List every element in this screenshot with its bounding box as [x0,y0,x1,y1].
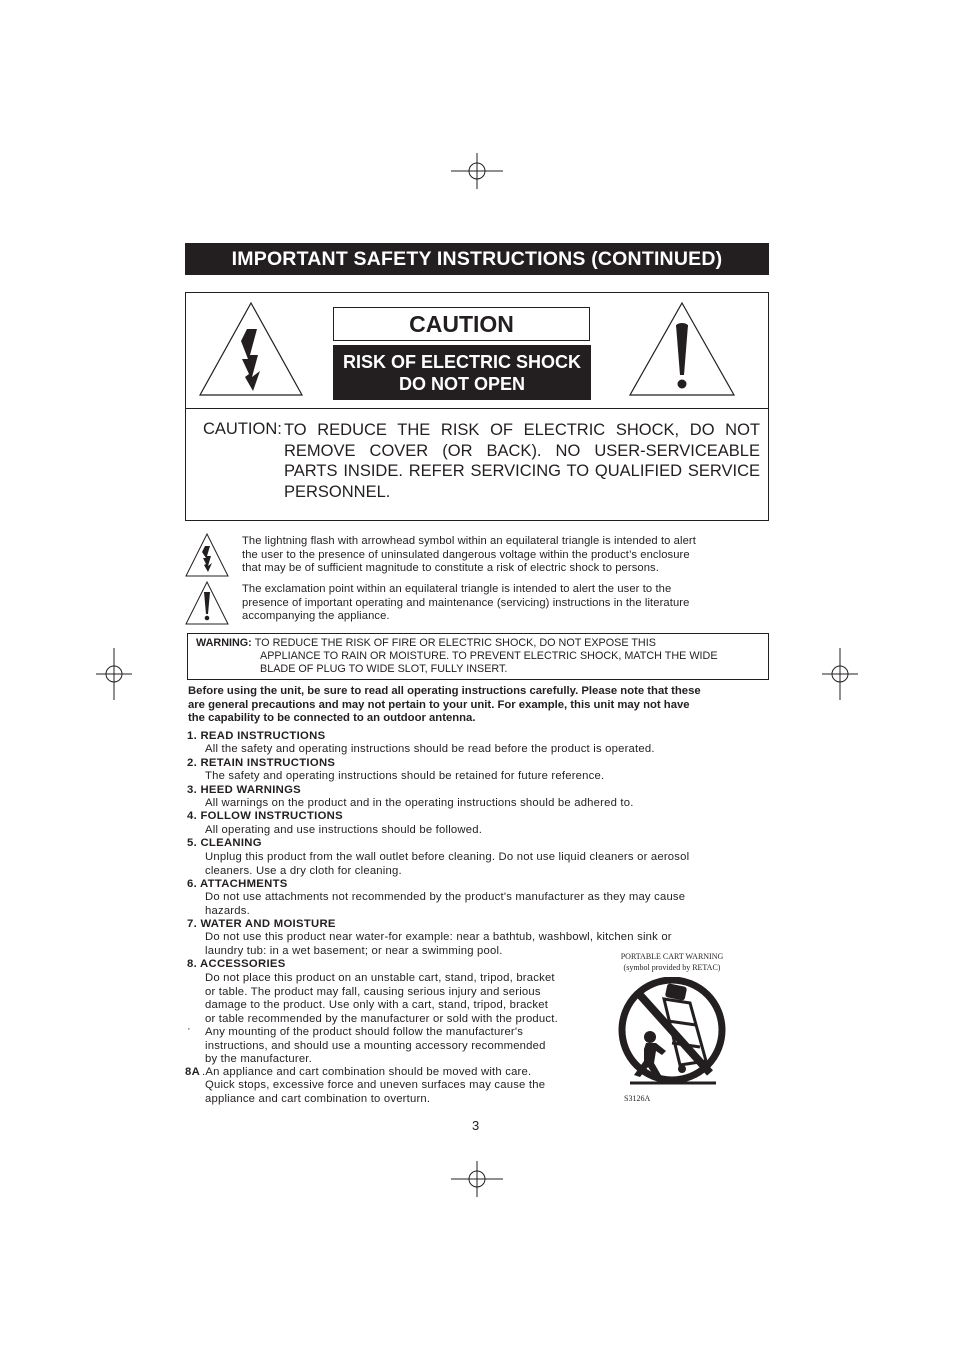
item-8a-line-1: .An appliance and cart combination should be moved with care. [202,1066,532,1078]
item-8-title: 8. ACCESSORIES [187,958,286,970]
exclamation-line-3: accompanying the appliance. [242,610,390,622]
item-8-line-7: by the manufacturer. [205,1053,312,1065]
intro-line-3: the capability to be connected to an outdoor antenna. [188,712,476,724]
item-5-title: 5. CLEANING [187,837,262,849]
caution-title: CAUTION [333,307,590,341]
intro-line-2: are general precautions and may not pertain to your unit. For example, this unit may not have [188,698,690,711]
cart-warning-caption [606,951,738,973]
caution-label: CAUTION: [203,420,282,438]
item-4-body: All operating and use instructions should be followed. [205,824,483,836]
exclamation-line-1: The exclamation point within an equilateral triangle is intended to alert the user to the [242,583,672,595]
cart-warning-code: S3126A [624,1094,651,1103]
section-header [185,243,769,275]
item-8a-label: 8A [185,1066,201,1078]
item-8-line-3: damage to the product. Use only with a cart, stand, tripod, bracket [205,999,549,1011]
item-2-body: The safety and operating instructions should be retained for future reference. [205,770,605,782]
item-3-title: 3. HEED WARNINGS [187,784,302,796]
exclamation-small-icon [184,580,230,631]
exclamation-line-2: presence of important operating and maintenance (servicing) instructions in the literature [242,596,690,609]
item-1-body: All the safety and operating instructions should be read before the product is operated. [205,743,655,755]
warning-line-3: BLADE OF PLUG TO WIDE SLOT, FULLY INSERT. [260,662,508,675]
item-8-line-4: or table recommended by the manufacturer or sold with the product. [205,1012,558,1025]
warning-line-2: APPLIANCE TO RAIN OR MOISTURE. TO PREVENT ELECTRIC SHOCK, MATCH THE WIDE [260,649,718,662]
item-1-title: 1. READ INSTRUCTIONS [187,730,326,742]
item-6-line-1: Do not use attachments not recommended by the product's manufacturer as they may cause [205,891,686,903]
item-7-line-1: Do not use this product near water-for example: near a bathtub, washbowl, kitchen sink or [205,931,672,943]
item-6-line-2: hazards. [205,904,250,917]
lightning-explanation [242,535,772,576]
item-7-title: 7. WATER AND MOISTURE [187,918,336,930]
item-8-line-5: Any mounting of the product should follow the manufacturer's [205,1026,524,1038]
item-7-line-2: laundry tub: in a wet basement; or near a swimming pool. [205,944,503,957]
item-2-title: 2. RETAIN INSTRUCTIONS [187,757,336,769]
lightning-line-3: that may be of sufficient magnitude to constitute a risk of electric shock to persons. [242,562,659,574]
risk-line-2: DO NOT OPEN [398,373,525,394]
warning-text [196,637,766,675]
item-8a-line-3: appliance and cart combination to overturn. [205,1092,431,1105]
item-7-body [205,931,672,958]
item-8-line-1: Do not place this product on an unstable cart, stand, tripod, bracket [205,972,555,984]
item-8-body [205,972,558,1067]
item-5-body [205,851,689,878]
item-8-line-6: instructions, and should use a mounting accessory recommended [205,1039,546,1052]
registration-mark-right [814,648,866,700]
item-3-body: All warnings on the product and in the operating instructions should be adhered to. [205,797,634,809]
warning-line-1: TO REDUCE THE RISK OF FIRE OR ELECTRIC SHOCK, DO NOT EXPOSE THIS [254,637,656,649]
portable-cart-warning-icon [616,977,730,1096]
item-8-line-2: or table. The product may fall, causing serious injury and serious [205,985,541,998]
page-number: 3 [472,1118,480,1133]
item-4-title: 4. FOLLOW INSTRUCTIONS [187,810,343,822]
registration-mark-left [88,648,140,700]
item-8a-body [205,1079,545,1106]
lightning-triangle-icon [198,301,304,402]
item-5-line-2: cleaners. Use a dry cloth for cleaning. [205,864,402,877]
item-8-bullet: · [187,1023,191,1035]
intro-line-1: Before using the unit, be sure to read all operating instructions carefully. Please note that these [188,685,701,697]
lightning-line-2: the user to the presence of uninsulated dangerous voltage within the product’s enclosure [242,548,690,561]
warning-label: WARNING: [196,637,252,649]
exclamation-explanation [242,583,772,624]
risk-line-1: RISK OF ELECTRIC SHOCK [342,351,581,372]
registration-mark-top [451,145,503,197]
item-6-title: 6. ATTACHMENTS [187,878,288,890]
item-6-body [205,891,685,918]
lightning-line-1: The lightning flash with arrowhead symbol within an equilateral triangle is intended to alert [242,535,696,547]
caution-divider [185,408,769,409]
cart-caption-line-2: (symbol provided by RETAC) [623,963,721,972]
registration-mark-bottom [451,1153,503,1205]
exclamation-triangle-icon [628,301,736,402]
item-5-line-1: Unplug this product from the wall outlet before cleaning. Do not use liquid cleaners or aerosol [205,851,690,863]
lightning-small-icon [184,532,230,583]
risk-label [333,345,591,400]
cart-caption-line-1: PORTABLE CART WARNING [620,952,724,961]
caution-text: TO REDUCE THE RISK OF ELECTRIC SHOCK, DO NOT REMOVE COVER (OR BACK). NO USER-SERVICEABLE PARTS INSIDE. REFER SERVICING TO QUALIFIED SERVICE PERSONNEL. [284,421,760,501]
intro-paragraph [188,685,773,726]
section-title: IMPORTANT SAFETY INSTRUCTIONS (CONTINUED) [231,247,723,270]
item-8a-line-2: Quick stops, excessive force and uneven surfaces may cause the [205,1079,546,1091]
